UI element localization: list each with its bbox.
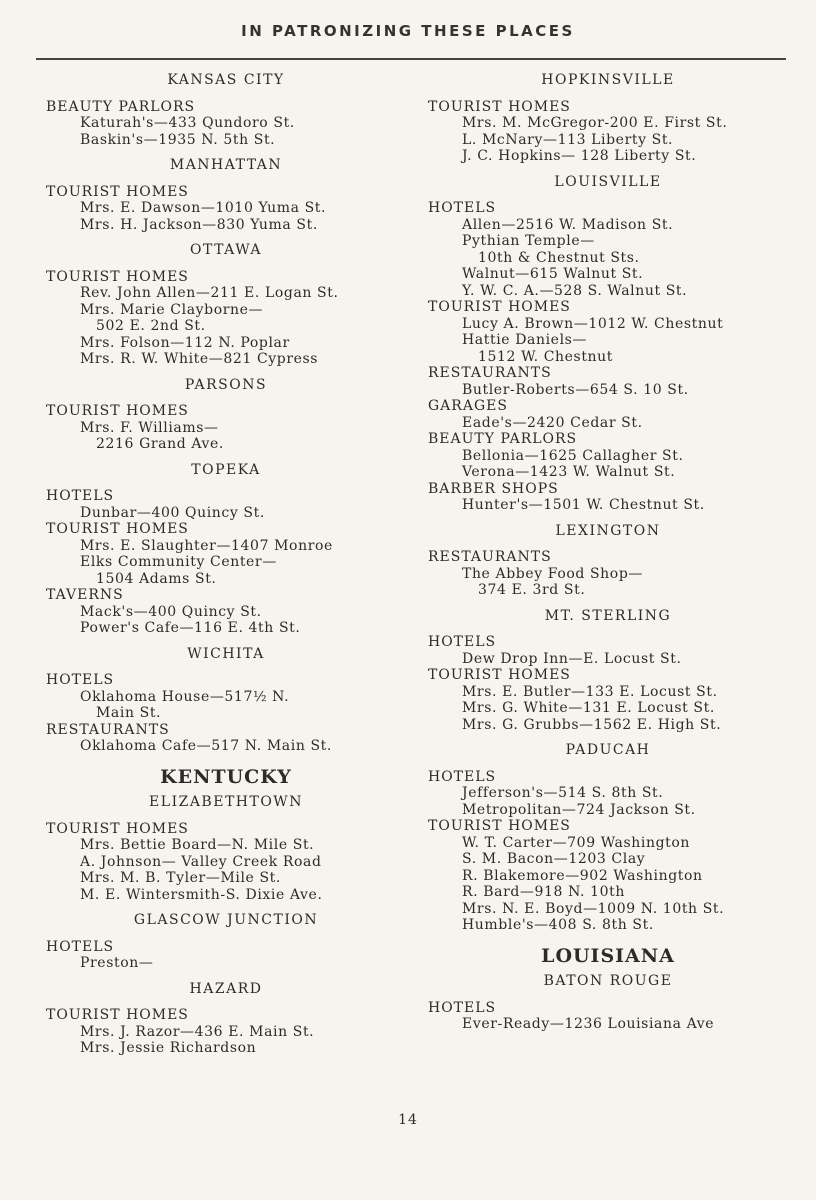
category-heading: TOURIST HOMES xyxy=(46,820,189,837)
listing-entry: Mrs. F. Williams— xyxy=(80,419,219,436)
category-heading: BEAUTY PARLORS xyxy=(46,98,196,115)
listing-entry: R. Blakemore—902 Washington xyxy=(462,867,703,884)
listing-entry: Mrs. J. Razor—436 E. Main St. xyxy=(80,1023,315,1040)
category-heading: TOURIST HOMES xyxy=(428,667,571,683)
city-heading: LEXINGTON xyxy=(555,522,661,539)
category-heading: HOTELS xyxy=(46,938,115,955)
listing-entry: Mack's—400 Quincy St. xyxy=(80,603,262,620)
listing-entry: Oklahoma Cafe—517 N. Main St. xyxy=(80,738,332,754)
listing-entry: Rev. John Allen—211 E. Logan St. xyxy=(80,285,339,301)
running-header: IN PATRONIZING THESE PLACES xyxy=(241,22,575,40)
category-heading: RESTAURANTS xyxy=(428,365,552,381)
listing-entry: Mrs. E. Butler—133 E. Locust St. xyxy=(462,683,718,700)
listing-entry: 1504 Adams St. xyxy=(96,570,217,587)
listing-entry: A. Johnson— Valley Creek Road xyxy=(80,853,322,870)
listing-entry: Preston— xyxy=(80,955,154,971)
state-heading: LOUISIANA xyxy=(541,944,675,967)
city-heading: HAZARD xyxy=(189,980,263,997)
category-heading: RESTAURANTS xyxy=(46,721,170,738)
city-heading: OTTAWA xyxy=(190,242,262,258)
category-heading: RESTAURANTS xyxy=(428,549,552,565)
listing-entry: W. T. Carter—709 Washington xyxy=(462,834,690,851)
listing-entry: Jefferson's—514 S. 8th St. xyxy=(462,785,664,801)
category-heading: HOTELS xyxy=(428,999,497,1016)
listing-entry: Butler-Roberts—654 S. 10 St. xyxy=(462,381,689,398)
category-heading: HOTELS xyxy=(428,634,497,650)
listing-entry: Mrs. E. Dawson—1010 Yuma St. xyxy=(80,200,327,216)
category-heading: HOTELS xyxy=(428,200,497,216)
listing-entry: L. McNary—113 Liberty St. xyxy=(462,131,674,148)
listing-entry: Katurah's—433 Qundoro St. xyxy=(80,115,295,131)
listing-entry: Lucy A. Brown—1012 W. Chestnut xyxy=(462,315,724,332)
listing-entry: Hattie Daniels— xyxy=(462,332,588,348)
category-heading: BARBER SHOPS xyxy=(428,480,559,497)
category-heading: TOURIST HOMES xyxy=(46,183,189,200)
city-heading: TOPEKA xyxy=(191,461,261,478)
page-number: 14 xyxy=(398,1112,418,1128)
category-heading: TOURIST HOMES xyxy=(428,98,571,115)
category-heading: TAVERNS xyxy=(46,587,124,603)
listing-entry: Pythian Temple— xyxy=(462,233,595,249)
listing-entry: Humble's—408 S. 8th St. xyxy=(462,917,654,933)
listing-entry: Mrs. M. B. Tyler—Mile St. xyxy=(80,870,281,886)
listing-entry: 2216 Grand Ave. xyxy=(96,436,224,452)
listing-entry: Mrs. R. W. White—821 Cypress xyxy=(80,351,319,367)
listing-entry: 374 E. 3rd St. xyxy=(478,582,586,598)
category-heading: TOURIST HOMES xyxy=(46,521,189,537)
category-heading: BEAUTY PARLORS xyxy=(428,431,578,447)
listing-entry: Mrs. G. Grubbs—1562 E. High St. xyxy=(462,716,722,733)
right-column xyxy=(428,72,788,1033)
city-heading: MT. STERLING xyxy=(544,607,672,624)
listing-entry: Mrs. Bettie Board—N. Mile St. xyxy=(80,837,315,853)
listing-entry: 10th & Chestnut Sts. xyxy=(478,249,640,266)
listing-entry: Mrs. H. Jackson—830 Yuma St. xyxy=(80,216,318,233)
city-heading: HOPKINSVILLE xyxy=(541,72,675,88)
listing-entry: S. M. Bacon—1203 Clay xyxy=(462,851,646,867)
listing-entry: Mrs. Folson—112 N. Poplar xyxy=(80,334,290,351)
listing-entry: 502 E. 2nd St. xyxy=(96,318,206,334)
city-heading: ELIZABETHTOWN xyxy=(149,794,303,810)
listing-entry: J. C. Hopkins— 128 Liberty St. xyxy=(462,148,697,164)
listing-entry: R. Bard—918 N. 10th xyxy=(462,884,626,900)
listing-entry: 1512 W. Chestnut xyxy=(478,348,614,365)
listing-entry: Hunter's—1501 W. Chestnut St. xyxy=(462,497,705,513)
listing-entry: Eade's—2420 Cedar St. xyxy=(462,414,643,431)
category-heading: TOURIST HOMES xyxy=(428,818,571,834)
listing-entry: Mrs. M. McGregor-200 E. First St. xyxy=(462,115,728,131)
listing-entry: Dew Drop Inn—E. Locust St. xyxy=(462,650,682,667)
left-column xyxy=(46,72,406,1057)
category-heading: GARAGES xyxy=(428,398,508,414)
listing-entry: Mrs. N. E. Boyd—1009 N. 10th St. xyxy=(462,900,725,917)
listing-entry: M. E. Wintersmith-S. Dixie Ave. xyxy=(80,886,323,903)
category-heading: HOTELS xyxy=(46,672,115,688)
listing-entry: Allen—2516 W. Madison St. xyxy=(462,216,674,233)
listing-entry: Power's Cafe—116 E. 4th St. xyxy=(80,620,301,636)
listing-entry: Ever-Ready—1236 Louisiana Ave xyxy=(462,1016,715,1032)
category-heading: TOURIST HOMES xyxy=(46,1007,189,1023)
listing-entry: The Abbey Food Shop— xyxy=(462,565,643,582)
state-heading: KENTUCKY xyxy=(160,765,292,788)
listing-entry: Bellonia—1625 Callagher St. xyxy=(462,447,684,464)
city-heading: BATON ROUGE xyxy=(543,973,673,989)
listing-entry: Elks Community Center— xyxy=(80,554,277,570)
category-heading: TOURIST HOMES xyxy=(46,403,189,419)
category-heading: TOURIST HOMES xyxy=(46,268,189,285)
listing-entry: Mrs. G. White—131 E. Locust St. xyxy=(462,700,715,716)
listing-entry: Oklahoma House—517½ N. xyxy=(80,688,290,705)
city-heading: WICHITA xyxy=(187,645,265,662)
category-heading: HOTELS xyxy=(428,768,497,785)
listing-entry: Main St. xyxy=(96,705,162,721)
listing-entry: Metropolitan—724 Jackson St. xyxy=(462,801,696,818)
listing-entry: Y. W. C. A.—528 S. Walnut St. xyxy=(462,282,688,299)
listing-entry: Verona—1423 W. Walnut St. xyxy=(462,464,676,480)
category-heading: HOTELS xyxy=(46,488,115,504)
listing-entry: Dunbar—400 Quincy St. xyxy=(80,504,265,521)
city-heading: PARSONS xyxy=(184,376,268,393)
city-heading: MANHATTAN xyxy=(169,157,283,173)
city-heading: KANSAS CITY xyxy=(167,72,285,88)
category-heading: TOURIST HOMES xyxy=(428,299,571,315)
listing-entry: Mrs. E. Slaughter—1407 Monroe xyxy=(80,537,333,554)
listing-entry: Walnut—615 Walnut St. xyxy=(462,266,644,282)
city-heading: PADUCAH xyxy=(565,742,651,758)
header-rule xyxy=(36,58,786,60)
city-heading: GLASCOW JUNCTION xyxy=(133,912,319,928)
city-heading: LOUISVILLE xyxy=(554,173,662,190)
listing-entry: Baskin's—1935 N. 5th St. xyxy=(80,131,276,148)
listing-entry: Mrs. Marie Clayborne— xyxy=(80,301,264,318)
listing-entry: Mrs. Jessie Richardson xyxy=(80,1040,257,1056)
